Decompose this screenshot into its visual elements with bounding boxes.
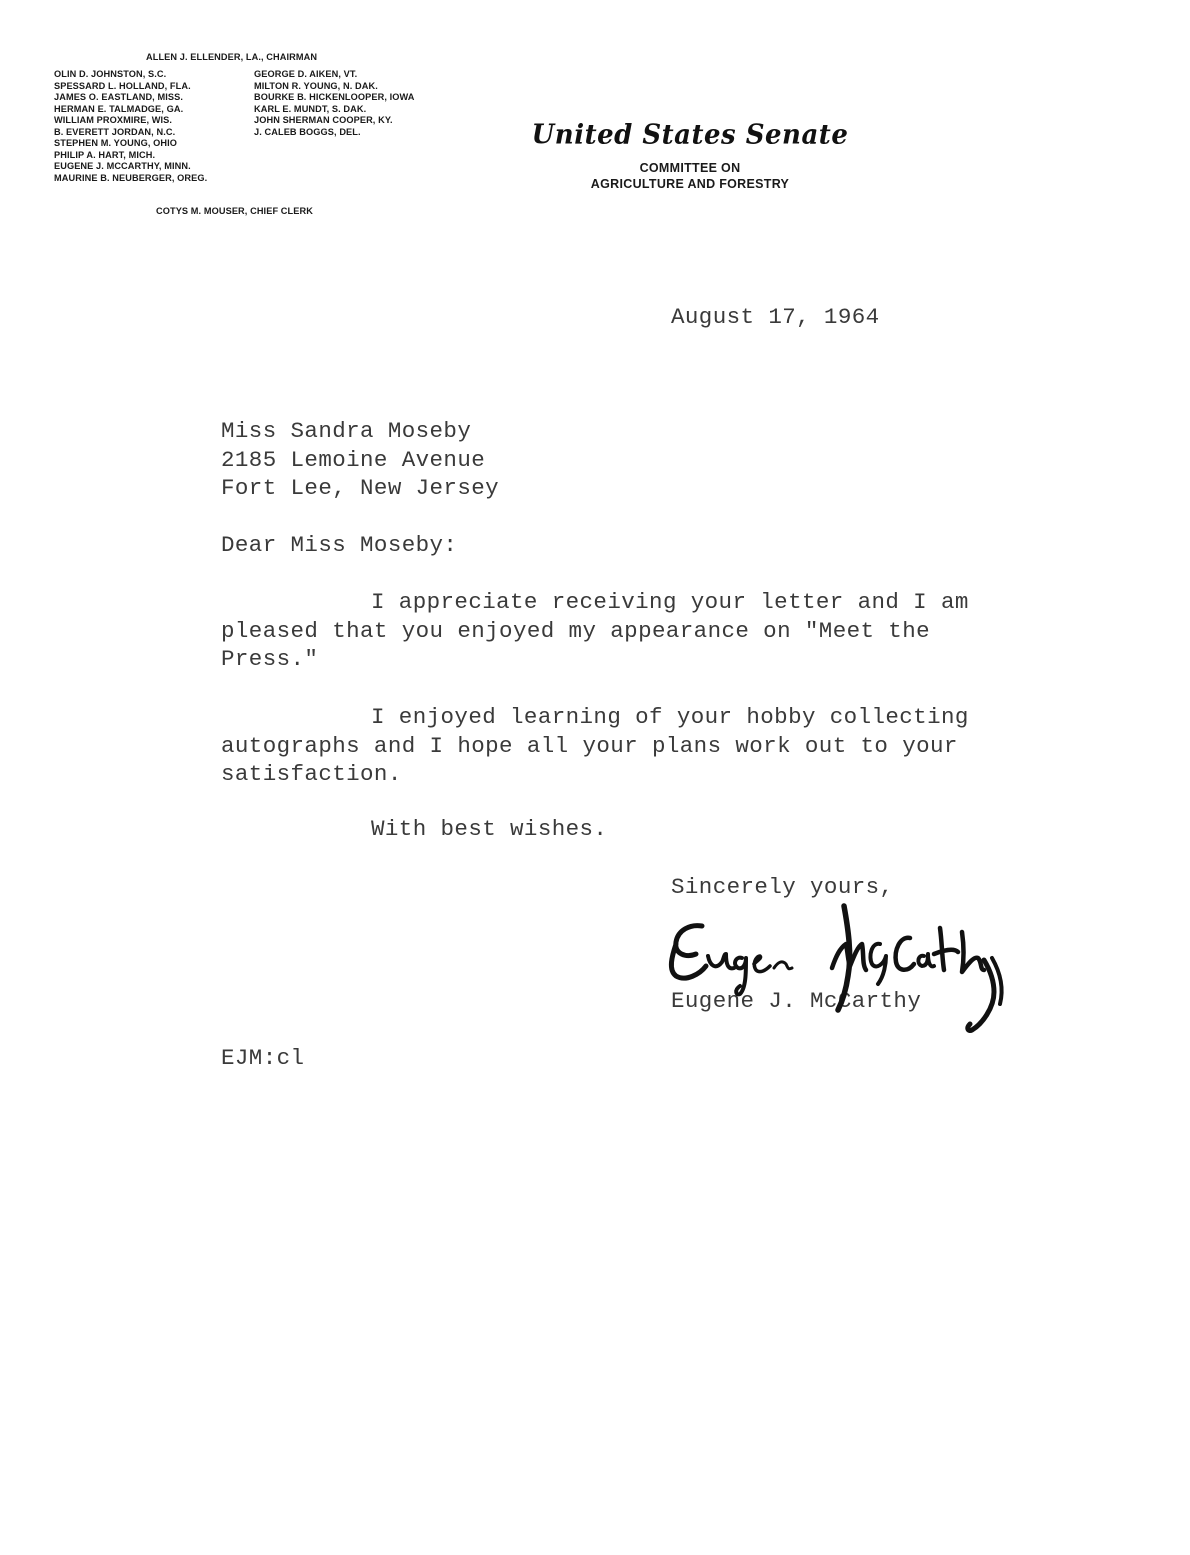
paragraph-line: pleased that you enjoyed my appearance on "Meet the [221,617,931,644]
member-name: JOHN SHERMAN COOPER, KY. [254,115,393,125]
paragraph-line: I appreciate receiving your letter and I am [371,589,969,615]
paragraph-line: I enjoyed learning of your hobby collecting [371,704,969,730]
complimentary-close: Sincerely yours, [671,874,894,900]
signer-name: Eugene J. McCarthy [671,988,922,1014]
letter-date: August 17, 1964 [671,304,880,330]
member-name: HERMAN E. TALMADGE, GA. [54,103,184,114]
committee-line-1: COMMITTEE ON [639,161,741,175]
senate-title: United States Senate [531,119,849,151]
member-name: MILTON R. YOUNG, N. DAK. [254,80,378,91]
member-name: MAURINE B. NEUBERGER, OREG. [54,172,208,183]
paragraph-line: satisfaction. [221,761,402,788]
chief-clerk-line: COTYS M. MOUSER, CHIEF CLERK [156,206,313,216]
paragraph-line: Press." [221,646,319,673]
members-right-column [254,69,415,138]
chairman-line: ALLEN J. ELLENDER, LA., CHAIRMAN [146,52,318,62]
recipient-address [221,417,499,503]
member-name: BOURKE B. HICKENLOOPER, IOWA [254,92,415,102]
member-name: KARL E. MUNDT, S. DAK. [254,103,367,114]
committee-line-2: AGRICULTURE AND FORESTRY [590,177,790,191]
members-left-column [54,69,207,184]
member-name: JAMES O. EASTLAND, MISS. [54,92,183,102]
member-name: OLIN D. JOHNSTON, S.C. [54,69,167,79]
member-name: J. CALEB BOGGS, DEL. [254,126,361,137]
salutation: Dear Miss Moseby: [221,532,458,558]
paragraph-line: autographs and I hope all your plans work out to your [221,732,958,759]
member-name: GEORGE D. AIKEN, VT. [254,69,358,79]
committee-name [500,160,880,192]
address-line: 2185 Lemoine Avenue [221,446,486,473]
member-name: PHILIP A. HART, MICH. [54,149,156,160]
closing-line: With best wishes. [371,816,608,842]
member-name: SPESSARD L. HOLLAND, FLA. [54,80,191,91]
member-name: WILLIAM PROXMIRE, WIS. [54,115,173,125]
senate-letterhead [500,120,880,192]
body-paragraph-1 [221,588,969,674]
body-paragraph-2 [221,703,969,789]
member-name: B. EVERETT JORDAN, N.C. [54,126,176,137]
address-line: Fort Lee, New Jersey [221,475,500,502]
typist-initials: EJM:cl [221,1045,305,1071]
address-line: Miss Sandra Moseby [221,418,472,444]
member-name: STEPHEN M. YOUNG, OHIO [54,138,178,148]
handwritten-signature [662,898,1012,1043]
member-name: EUGENE J. MCCARTHY, MINN. [54,161,191,171]
